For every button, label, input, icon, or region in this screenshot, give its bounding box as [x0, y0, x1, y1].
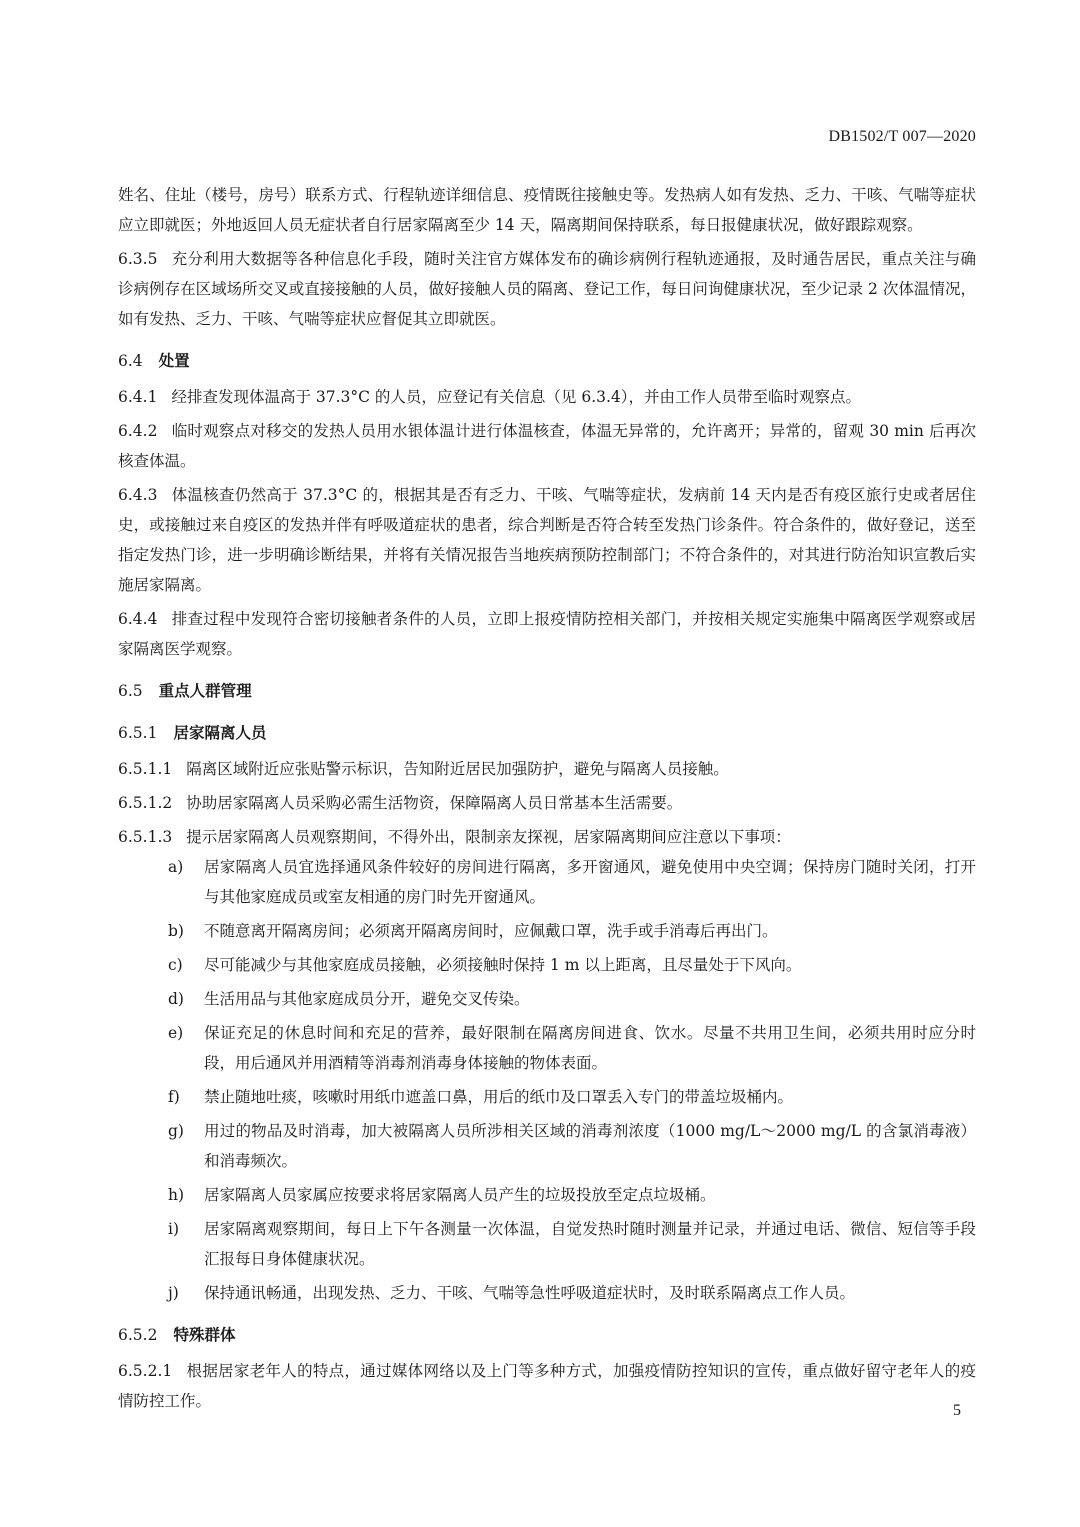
paragraph-continuation: 姓名、住址（楼号，房号）联系方式、行程轨迹详细信息、疫情既往接触史等。发热病人如有发热、乏力、干咳、气喘等症状应立即就医；外地返回人员无症状者自行居家隔离至少 14 天，隔离期间保持联系，每日报健康状况，做好跟踪观察。: [118, 186, 976, 234]
list-marker: j): [168, 1284, 179, 1302]
list-item: [118, 984, 976, 1014]
list-marker: a): [168, 858, 184, 876]
list-item-text: 用过的物品及时消毒，加大被隔离人员所涉相关区域的消毒剂浓度（1000 mg/L～2000 mg/L 的含氯消毒液）和消毒频次。: [204, 1122, 976, 1170]
precaution-list: [118, 852, 976, 1308]
section-heading-6-5-1: [118, 718, 976, 748]
clause-text: 排查过程中发现符合密切接触者条件的人员，立即上报疫情防控相关部门，并按相关规定实施集中隔离医学观察或居家隔离医学观察。: [118, 610, 976, 658]
document-body: [118, 180, 976, 1416]
section-number: 6.5: [118, 682, 143, 700]
list-item-text: 居家隔离人员家属应按要求将居家隔离人员产生的垃圾投放至定点垃圾桶。: [204, 1186, 716, 1204]
clause-number: 6.4.2: [118, 422, 158, 440]
section-title: 居家隔离人员: [173, 724, 267, 742]
clause-text: 隔离区域附近应张贴警示标识，告知附近居民加强防护，避免与隔离人员接触。: [186, 760, 729, 778]
list-item: [118, 1116, 976, 1176]
standard-code: DB1502/T 007—2020: [828, 128, 976, 145]
list-marker: e): [168, 1024, 184, 1042]
section-title: 重点人群管理: [158, 682, 252, 700]
clause-6-5-1-1: [118, 754, 976, 784]
clause-number: 6.5.1.2: [118, 794, 173, 812]
clause-text: 临时观察点对移交的发热人员用水银体温计进行体温核查，体温无异常的，允许离开；异常的，留观 30 min 后再次核查体温。: [118, 422, 976, 470]
list-item-text: 居家隔离观察期间，每日上下午各测量一次体温，自觉发热时随时测量并记录，并通过电话、微信、短信等手段汇报每日身体健康状况。: [204, 1220, 976, 1268]
clause-6-5-2-1: [118, 1356, 976, 1416]
section-number: 6.4: [118, 352, 143, 370]
list-marker: h): [168, 1186, 185, 1204]
list-item: [118, 1018, 976, 1078]
list-marker: i): [168, 1220, 180, 1238]
clause-text: 经排查发现体温高于 37.3°C 的人员，应登记有关信息（见 6.3.4），并由工作人员带至临时观察点。: [171, 388, 862, 406]
clause-6-3-5: [118, 244, 976, 334]
clause-6-4-2: [118, 416, 976, 476]
clause-text: 体温核查仍然高于 37.3°C 的，根据其是否有乏力、干咳、气喘等症状，发病前 14 天内是否有疫区旅行史或者居住史，或接触过来自疫区的发热并伴有呼吸道症状的患者，综合判断是否符合转至发热门诊条件。符合条件的，做好登记，送至指定发热门诊，进一步明确诊断结果，并将有关情况报告当地疾病预防控制部门；不符合条件的，对其进行防治知识宣教后实施居家隔离。: [118, 486, 976, 594]
clause-6-4-1: [118, 382, 976, 412]
list-marker: d): [168, 990, 184, 1008]
list-item-text: 保持通讯畅通，出现发热、乏力、干咳、气喘等急性呼吸道症状时，及时联系隔离点工作人员。: [204, 1284, 856, 1302]
section-heading-6-4: [118, 346, 976, 376]
clause-number: 6.4.1: [118, 388, 158, 406]
section-title: 处置: [158, 352, 190, 370]
clause-number: 6.5.2.1: [118, 1362, 173, 1380]
list-item-text: 不随意离开隔离房间；必须离开隔离房间时，应佩戴口罩，洗手或手消毒后再出门。: [204, 922, 778, 940]
list-marker: c): [168, 956, 183, 974]
clause-6-4-3: [118, 480, 976, 600]
clause-number: 6.4.4: [118, 610, 158, 628]
list-item: [118, 1214, 976, 1274]
clause-number: 6.3.5: [118, 250, 158, 268]
clause-number: 6.5.1.3: [118, 828, 173, 846]
clause-number: 6.4.3: [118, 486, 158, 504]
list-item: [118, 950, 976, 980]
clause-6-5-1-2: [118, 788, 976, 818]
section-number: 6.5.2: [118, 1326, 158, 1344]
clause-6-4-4: [118, 604, 976, 664]
list-item: [118, 1180, 976, 1210]
clause-text: 协助居家隔离人员采购必需生活物资，保障隔离人员日常基本生活需要。: [186, 794, 683, 812]
section-heading-6-5-2: [118, 1320, 976, 1350]
clause-6-5-1-3: [118, 822, 976, 852]
list-item-text: 尽可能减少与其他家庭成员接触，必须接触时保持 1 m 以上距离，且尽量处于下风向。: [204, 956, 802, 974]
clause-text: 根据居家老年人的特点，通过媒体网络以及上门等多种方式，加强疫情防控知识的宣传，重点做好留守老年人的疫情防控工作。: [118, 1362, 976, 1410]
list-item: [118, 916, 976, 946]
section-number: 6.5.1: [118, 724, 158, 742]
list-item-text: 居家隔离人员宜选择通风条件较好的房间进行隔离，多开窗通风，避免使用中央空调；保持房门随时关闭，打开与其他家庭成员或室友相通的房门时先开窗通风。: [204, 858, 976, 906]
list-marker: f): [168, 1088, 180, 1106]
list-marker: g): [168, 1122, 184, 1140]
section-heading-6-5: [118, 676, 976, 706]
list-item: [118, 1278, 976, 1308]
list-marker: b): [168, 922, 184, 940]
list-item-text: 生活用品与其他家庭成员分开，避免交叉传染。: [204, 990, 530, 1008]
section-title: 特殊群体: [173, 1326, 236, 1344]
list-item: [118, 852, 976, 912]
clause-text: 提示居家隔离人员观察期间，不得外出，限制亲友探视，居家隔离期间应注意以下事项：: [186, 828, 791, 846]
list-item: [118, 1082, 976, 1112]
list-item-text: 禁止随地吐痰，咳嗽时用纸巾遮盖口鼻，用后的纸巾及口罩丢入专门的带盖垃圾桶内。: [204, 1088, 794, 1106]
clause-text: 充分利用大数据等各种信息化手段，随时关注官方媒体发布的确诊病例行程轨迹通报，及时通告居民，重点关注与确诊病例存在区域场所交叉或直接接触的人员，做好接触人员的隔离、登记工作，每日问询健康状况，至少记录 2 次体温情况，如有发热、乏力、干咳、气喘等症状应督促其立即就医。: [118, 250, 976, 328]
list-item-text: 保证充足的休息时间和充足的营养，最好限制在隔离房间进食、饮水。尽量不共用卫生间，必须共用时应分时段，用后通风并用酒精等消毒剂消毒身体接触的物体表面。: [204, 1024, 976, 1072]
page-number: 5: [953, 1402, 961, 1419]
clause-number: 6.5.1.1: [118, 760, 173, 778]
